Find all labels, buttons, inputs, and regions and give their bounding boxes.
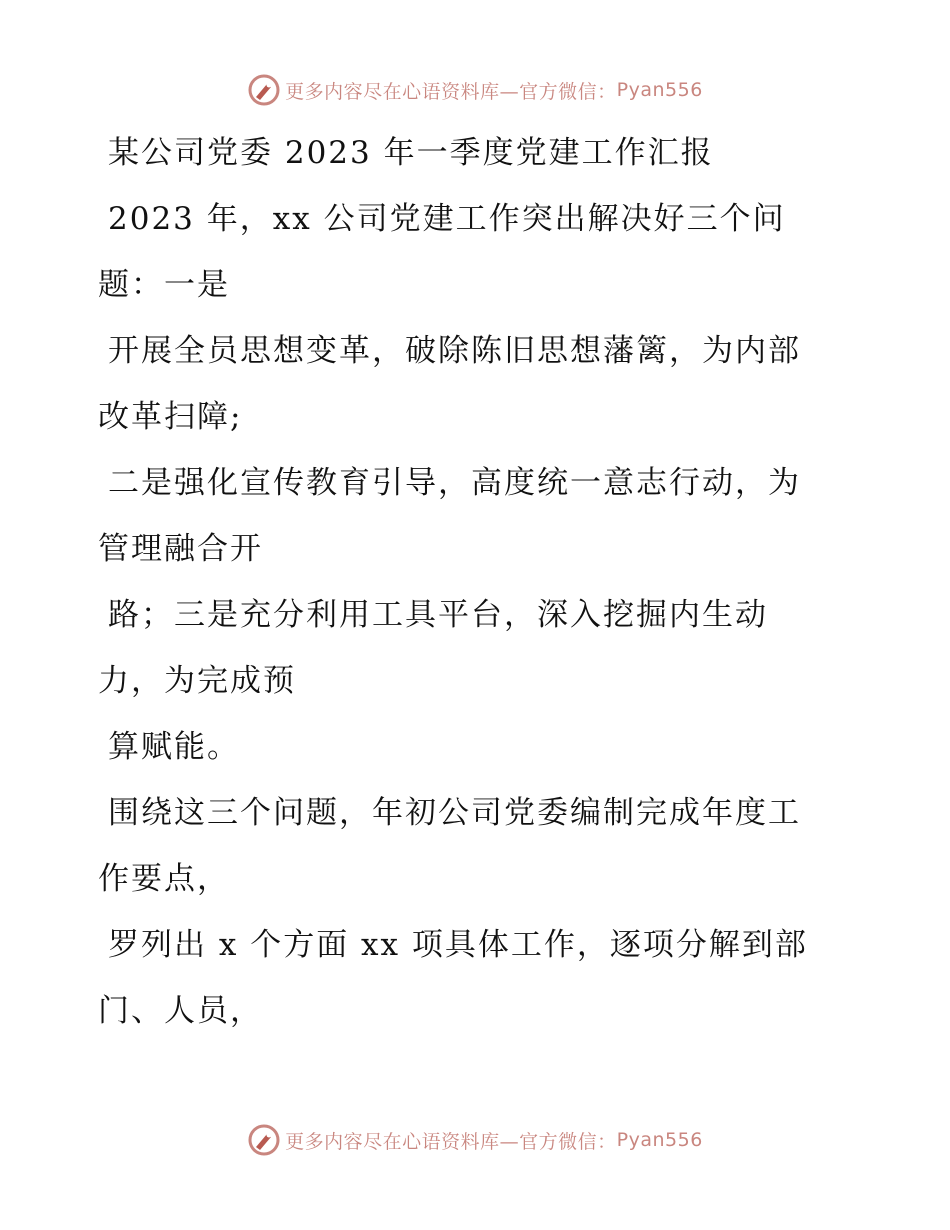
document-body xyxy=(98,120,858,1044)
watermark-text: 更多内容尽在心语资料库—官方微信： xyxy=(285,1130,617,1153)
header-watermark xyxy=(0,70,950,110)
text-line: 管理融合开 xyxy=(98,531,263,567)
text-line: 作要点， xyxy=(98,861,230,897)
text-line: 罗列出 x 个方面 xx 项具体工作，逐项分解到部 xyxy=(108,927,808,963)
text-line: 路；三是充分利用工具平台，深入挖掘内生动 xyxy=(108,597,768,633)
text-line: 开展全员思想变革，破除陈旧思想藩篱，为内部 xyxy=(108,333,801,369)
text-line: 算赋能。 xyxy=(108,729,240,765)
watermark-text: 更多内容尽在心语资料库—官方微信： xyxy=(285,80,617,103)
footer-watermark xyxy=(0,1120,950,1160)
text-line: 2023 年，xx 公司党建工作突出解决好三个问 xyxy=(108,201,786,237)
text-line: 改革扫障; xyxy=(98,399,243,435)
document-title: 某公司党委 2023 年一季度党建工作汇报 xyxy=(108,135,714,171)
text-line: 题：一是 xyxy=(98,267,230,303)
pen-nib-logo-icon xyxy=(247,73,281,107)
text-line: 围绕这三个问题，年初公司党委编制完成年度工 xyxy=(108,795,801,831)
text-line: 门、人员， xyxy=(98,993,263,1029)
watermark-id: Pyan556 xyxy=(616,79,703,101)
text-line: 力，为完成预 xyxy=(98,663,296,699)
pen-nib-logo-icon xyxy=(247,1123,281,1157)
text-line: 二是强化宣传教育引导，高度统一意志行动，为 xyxy=(108,465,801,501)
watermark-id: Pyan556 xyxy=(616,1129,703,1151)
